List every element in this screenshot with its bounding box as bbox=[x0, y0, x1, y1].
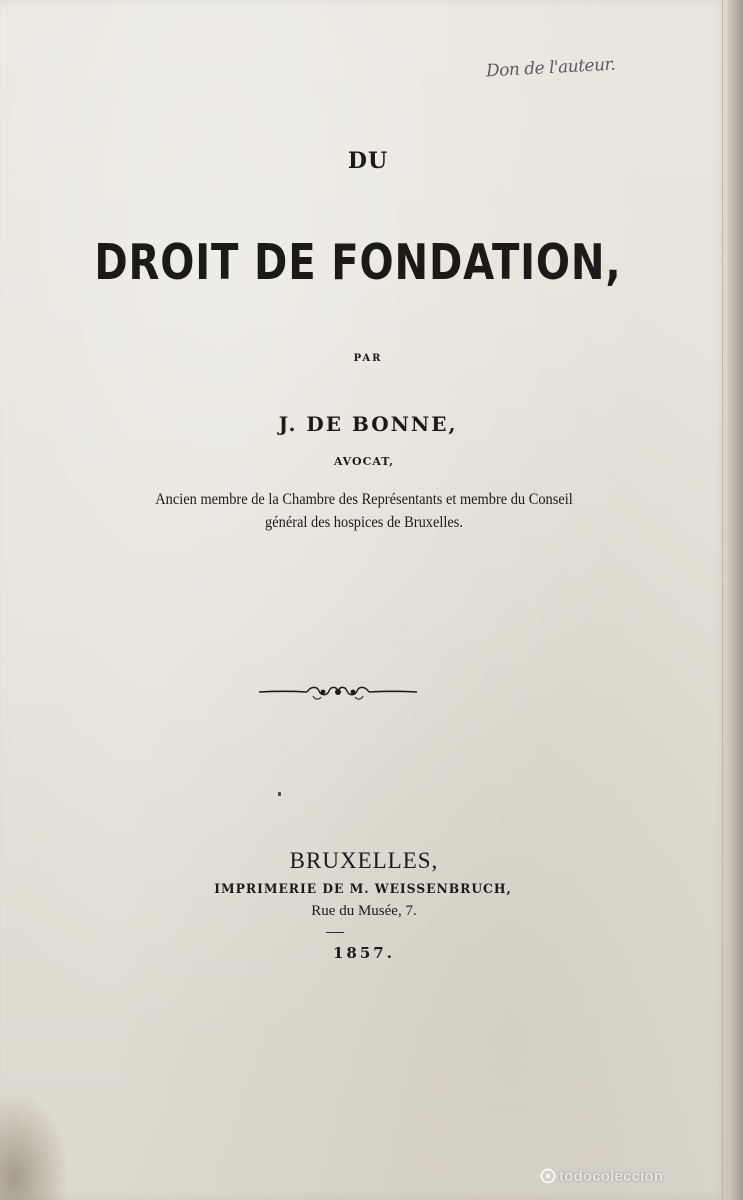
by-line: PAR bbox=[353, 353, 383, 364]
imprint-address: Rue du Musée, 7. bbox=[311, 903, 417, 919]
todocoleccion-logo-icon bbox=[540, 1168, 556, 1184]
author-description-line-2: général des hospices de Bruxelles. bbox=[265, 514, 463, 531]
book-title: DROIT DE FONDATION, bbox=[94, 234, 622, 291]
pre-title: DU bbox=[347, 148, 389, 174]
page-fore-edge bbox=[728, 0, 743, 1200]
page-edge-line bbox=[722, 0, 723, 1200]
author-description-line-1: Ancien membre de la Chambre des Représentants et membre du Conseil bbox=[155, 491, 573, 508]
author-profession: AVOCAT, bbox=[333, 455, 395, 468]
author-name: J. DE BONNE, bbox=[278, 412, 458, 436]
ink-speck bbox=[278, 792, 281, 796]
imprint-printer: IMPRIMERIE DE M. WEISSENBRUCH, bbox=[214, 882, 512, 897]
watermark bbox=[540, 1168, 663, 1185]
printer-ornament bbox=[257, 680, 419, 704]
imprint-rule bbox=[326, 932, 344, 933]
watermark-text: todocoleccion bbox=[559, 1168, 664, 1185]
imprint-city: BRUXELLES, bbox=[289, 848, 439, 873]
handwritten-inscription: Don de l'auteur. bbox=[485, 54, 616, 82]
imprint-year: 1857. bbox=[333, 944, 395, 962]
page-wear-stain bbox=[0, 1090, 70, 1200]
